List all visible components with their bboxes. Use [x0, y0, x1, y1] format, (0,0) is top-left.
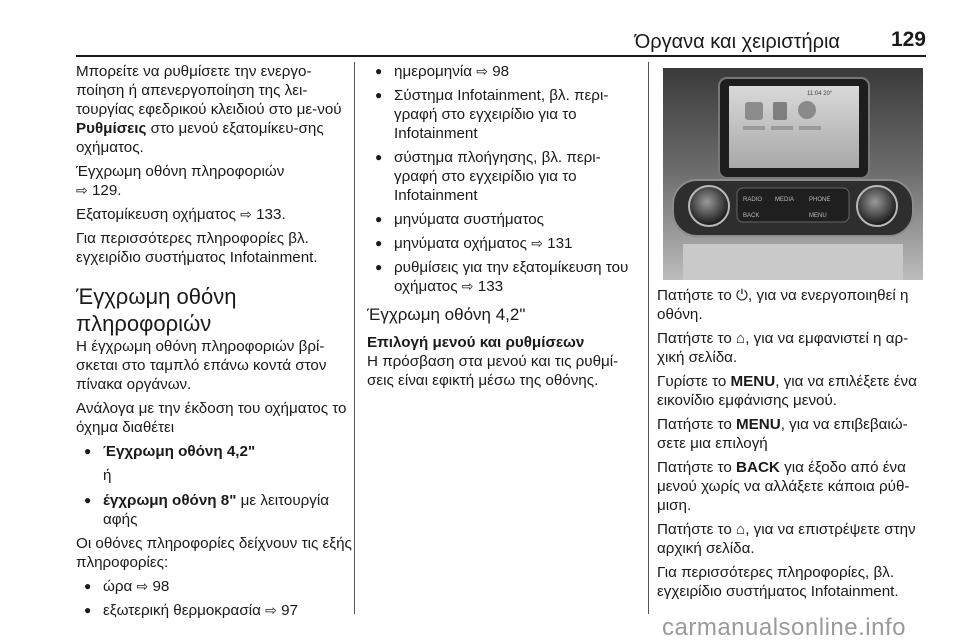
page-ref-icon: ⇨ [136, 578, 149, 594]
paragraph: Η πρόσβαση στα μενού και τις ρυθμί‐σεις είναι εφικτή μέσω της οθόνης. [367, 353, 619, 389]
page-ref[interactable]: 98 [492, 63, 510, 80]
paragraph [657, 329, 927, 367]
paragraph [76, 205, 352, 224]
control-name: MENU [730, 373, 776, 390]
page-ref[interactable]: 133. [256, 206, 286, 223]
text: Έγχρωμη οθόνη πληροφοριών [76, 163, 285, 180]
paragraph: Οι οθόνες πληροφορίες δείχνουν τις εξής πληροφορίες: [76, 535, 352, 571]
text: ώρα [103, 578, 133, 595]
text: Εξατομίκευση οχήματος [76, 206, 236, 223]
text: , για να ενεργοποιηθεί η οθόνη. [657, 287, 909, 323]
text: Γυρίστε το [657, 373, 731, 390]
text: Πατήστε το [657, 521, 737, 538]
power-knob [689, 186, 729, 226]
section-heading: Έγχρωμη οθόνη 4,2" [367, 305, 526, 324]
column-1 [76, 62, 352, 625]
text: Πατήστε το [657, 330, 737, 347]
text: για έξοδο από ένα μενού χωρίς να αλλάξετε κάποια ρύθ‐μιση. [657, 459, 910, 514]
text: , για να επιλέξετε ένα εικονίδιο εμφάνισης μενού. [657, 373, 917, 409]
page-ref-icon: ⇨ [265, 602, 277, 618]
phone-button-label: PHONE [809, 197, 831, 203]
page-header [0, 0, 960, 60]
info-list [367, 62, 637, 296]
info-list [76, 577, 352, 620]
page-ref[interactable]: 97 [281, 602, 298, 619]
subheading: Επιλογή μενού και ρυθμίσεων [367, 334, 585, 351]
text: Πατήστε το [657, 287, 737, 304]
list-item [367, 234, 637, 253]
page-ref[interactable]: 133 [477, 278, 504, 295]
text: με λειτουργία αφής [103, 492, 330, 528]
paragraph [657, 520, 927, 558]
list-item [76, 601, 352, 620]
column-divider [354, 62, 355, 614]
page-ref-icon: ⇨ [531, 235, 543, 251]
page-ref[interactable]: 98 [152, 578, 170, 595]
radio-button-label: RADIO [743, 197, 763, 203]
or-text: ή [103, 467, 112, 484]
chapter-title: Όργανα και χειριστήρια [634, 31, 840, 53]
paragraph [76, 62, 352, 157]
list-item: ● Σύστημα Infotainment, βλ. περι‐γραφή στο εγχειρίδιο για το Infotainment [367, 86, 637, 143]
paragraph [657, 372, 927, 410]
list-item: ● μηνύματα συστήματος [367, 210, 637, 229]
page-ref[interactable]: 131 [547, 235, 573, 252]
text: εξωτερική θερμοκρασία [103, 602, 261, 619]
header-rule [76, 55, 926, 57]
list-item [76, 491, 352, 529]
media-button-label: MEDIA [775, 197, 795, 203]
home-icon: ⌂ [736, 330, 746, 347]
infotainment-panel-photo [663, 68, 923, 280]
list-item [367, 258, 637, 296]
page-number: 129 [890, 28, 926, 51]
text: μηνύματα οχήματος [394, 235, 527, 252]
text: ρυθμίσεις για την εξατομίκευση του οχήματος [394, 259, 629, 295]
text: έγχρωμη οθόνη 8" [103, 492, 237, 509]
list-item [76, 577, 352, 596]
text: στο μενού εξατομίκευ‐σης οχήματος. [76, 120, 324, 156]
paragraph: Για περισσότερες πληροφορίες, βλ. εγχειρίδιο συστήματος Infotainment. [657, 564, 899, 600]
panel-illustration [663, 68, 923, 280]
paragraph [657, 415, 927, 453]
display-options [76, 442, 352, 461]
text: , για να εμφανιστεί η αρ‐χική σελίδα. [657, 330, 909, 366]
page-ref-icon: ⇨ [476, 63, 488, 79]
home-icon: ⌂ [736, 521, 746, 538]
menu-button-label: MENU [809, 213, 827, 219]
page-ref-icon: ⇨ [240, 206, 252, 222]
text: Πατήστε το [657, 459, 737, 476]
watermark: carmanualsonline.info [662, 614, 906, 641]
paragraph: Για περισσότερες πληροφορίες βλ. εγχειρίδιο συστήματος Infotainment. [76, 230, 318, 266]
screen-clock: 11:04 20° [807, 91, 833, 97]
page-ref-icon: ⇨ [461, 278, 474, 294]
control-name: MENU [736, 416, 781, 433]
text: , για να επιστρέψετε στην αρχική σελίδα. [657, 521, 916, 557]
paragraph: Ανάλογα με την έκδοση του οχήματος το όχημα διαθέτει [76, 400, 347, 436]
column-3 [657, 286, 927, 606]
power-icon: ⏻ [736, 287, 749, 304]
paragraph: Η έγχρωμη οθόνη πληροφοριών βρί‐σκεται στο ταμπλό επάνω κοντά στον πίνακα οργάνων. [76, 338, 327, 393]
control-name: BACK [736, 459, 780, 476]
display-options [76, 491, 352, 529]
paragraph [76, 162, 352, 200]
paragraph [657, 286, 927, 324]
list-item [367, 62, 637, 81]
section-heading: Έγχρωμη οθόνη πληροφοριών [76, 284, 237, 336]
menu-knob [857, 186, 897, 226]
column-divider [648, 62, 649, 614]
list-item: ● Έγχρωμη οθόνη 4,2" [76, 442, 352, 461]
page-ref-icon: ⇨ [76, 182, 88, 198]
text: ημερομηνία [394, 63, 472, 80]
text: , για να επιβεβαιώ‐σετε μια επιλογή [657, 416, 908, 452]
text: Μπορείτε να ρυθμίσετε την ενεργο‐ποίηση ή απενεργοποίηση της λει‐τουργίας εφεδρικού κλειδιού στο με‐νού [76, 63, 342, 118]
menu-name: Ρυθμίσεις [76, 120, 147, 137]
list-item: ● σύστημα πλοήγησης, βλ. περι‐γραφή στο εγχειρίδιο για το Infotainment [367, 148, 637, 205]
column-2 [367, 62, 637, 395]
page-ref[interactable]: 129. [91, 182, 122, 199]
paragraph [657, 458, 927, 515]
text: Πατήστε το [657, 416, 737, 433]
back-button-label: BACK [743, 213, 760, 219]
